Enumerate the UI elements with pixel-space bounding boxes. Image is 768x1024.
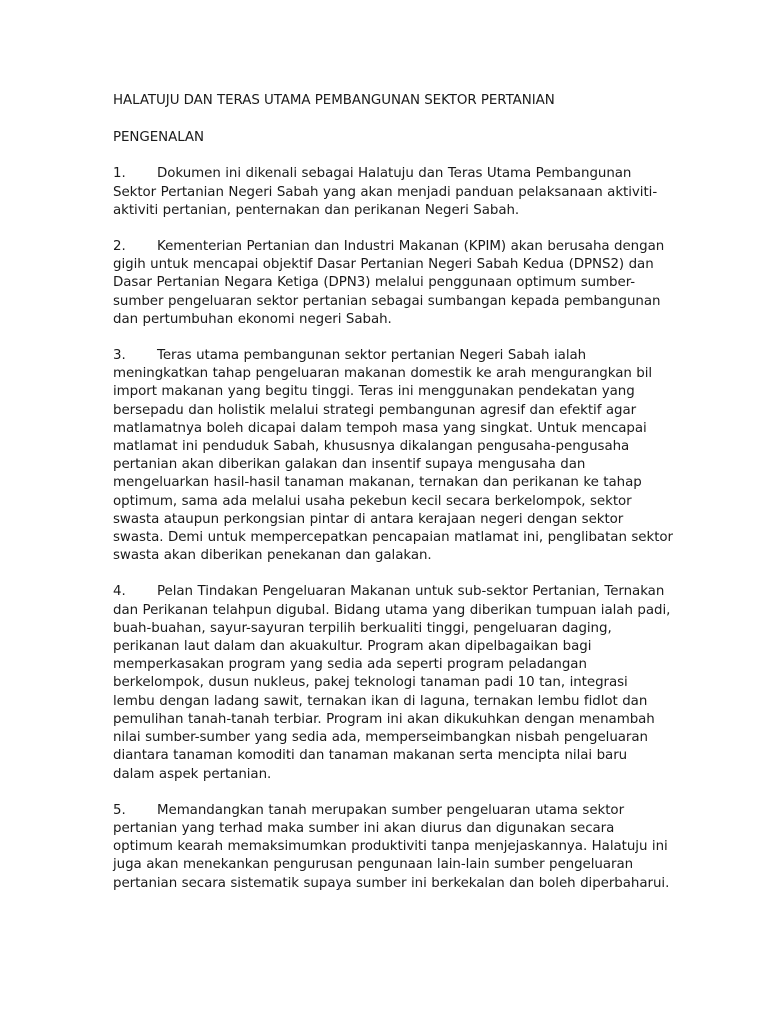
section-heading: PENGENALAN (113, 130, 205, 146)
document-title: HALATUJU DAN TERAS UTAMA PEMBANGUNAN SEKTOR PERTANIAN (113, 93, 555, 108)
paragraph-number: 1. (113, 166, 126, 182)
paragraph-1 (113, 165, 673, 220)
paragraph-number: 3. (113, 348, 126, 364)
paragraph-text: Dokumen ini dikenali sebagai Halatuju dan Teras Utama Pembangunan Sektor Pertanian Negeri Sabah yang akan menjadi panduan pelaksanaan aktiviti-aktiviti pertanian, penternakan dan perikanan Negeri Sabah. (113, 166, 658, 218)
paragraph-5 (113, 802, 673, 893)
paragraph-number: 4. (113, 584, 126, 600)
paragraph-text: Pelan Tindakan Pengeluaran Makanan untuk sub-sektor Pertanian, Ternakan dan Perikanan telahpun digubal. Bidang utama yang diberikan tumpuan ialah padi, buah-buahan, sayur-sayuran terpilih berkualiti tinggi, pengeluaran daging, perikanan laut dalam dan akuakultur. Program akan dipelbagaikan bagi memperkasakan program yang sedia ada seperti program peladangan berkelompok, dusun nukleus, pakej teknologi tanaman padi 10 tan, integrasi lembu dengan ladang sawit, ternakan ikan di laguna, ternakan lembu fidlot dan pemulihan tanah-tanah terbiar. Program ini akan dikukuhkan dengan menambah nilai sumber-sumber yang sedia ada, memperseimbangkan nisbah pengeluaran diantara tanaman komoditi dan tanaman makanan serta mencipta nilai baru dalam aspek pertanian. (113, 584, 671, 782)
paragraph-4 (113, 583, 673, 783)
paragraph-number: 2. (113, 239, 126, 255)
paragraph-text: Kementerian Pertanian dan Industri Makanan (KPIM) akan berusaha dengan gigih untuk mencapai objektif Dasar Pertanian Negeri Sabah Kedua (DPNS2) dan Dasar Pertanian Negara Ketiga (DPN3) melalui penggunaan optimum sumber-sumber pengeluaran sektor pertanian sebagai sumbangan kepada pembangunan dan pertumbuhan ekonomi negeri Sabah. (113, 239, 665, 327)
document-body (113, 92, 673, 893)
paragraph-text: Teras utama pembangunan sektor pertanian Negeri Sabah ialah meningkatkan tahap pengeluaran makanan domestik ke arah mengurangkan bil import makanan yang begitu tinggi. Teras ini menggunakan pendekatan yang bersepadu dan holistik melalui strategi pembangunan agresif dan efektif agar matlamatnya boleh dicapai dalam tempoh masa yang singkat. Untuk mencapai matlamat ini penduduk Sabah, khususnya dikalangan pengusaha-pengusaha pertanian akan diberikan galakan dan insentif supaya mengusaha dan mengeluarkan hasil-hasil tanaman makanan, ternakan dan perikanan ke tahap optimum, sama ada melalui usaha pekebun kecil secara berkelompok, sektor swasta ataupun perkongsian pintar di antara kerajaan negeri dengan sektor swasta. Demi untuk mempercepatkan pencapaian matlamat ini, penglibatan sektor swasta akan diberikan penekanan dan galakan. (113, 348, 674, 564)
paragraph-3 (113, 347, 673, 565)
paragraph-2 (113, 238, 673, 329)
paragraph-text: Memandangkan tanah merupakan sumber pengeluaran utama sektor pertanian yang terhad maka sumber ini akan diurus dan digunakan secara optimum kearah memaksimumkan produktiviti tanpa menjejaskannya. Halatuju ini juga akan menekankan pengurusan pengunaan lain-lain sumber pengeluaran pertanian secara sistematik supaya sumber ini berkekalan dan boleh diperbaharui. (113, 802, 670, 891)
paragraph-number: 5. (113, 802, 126, 818)
